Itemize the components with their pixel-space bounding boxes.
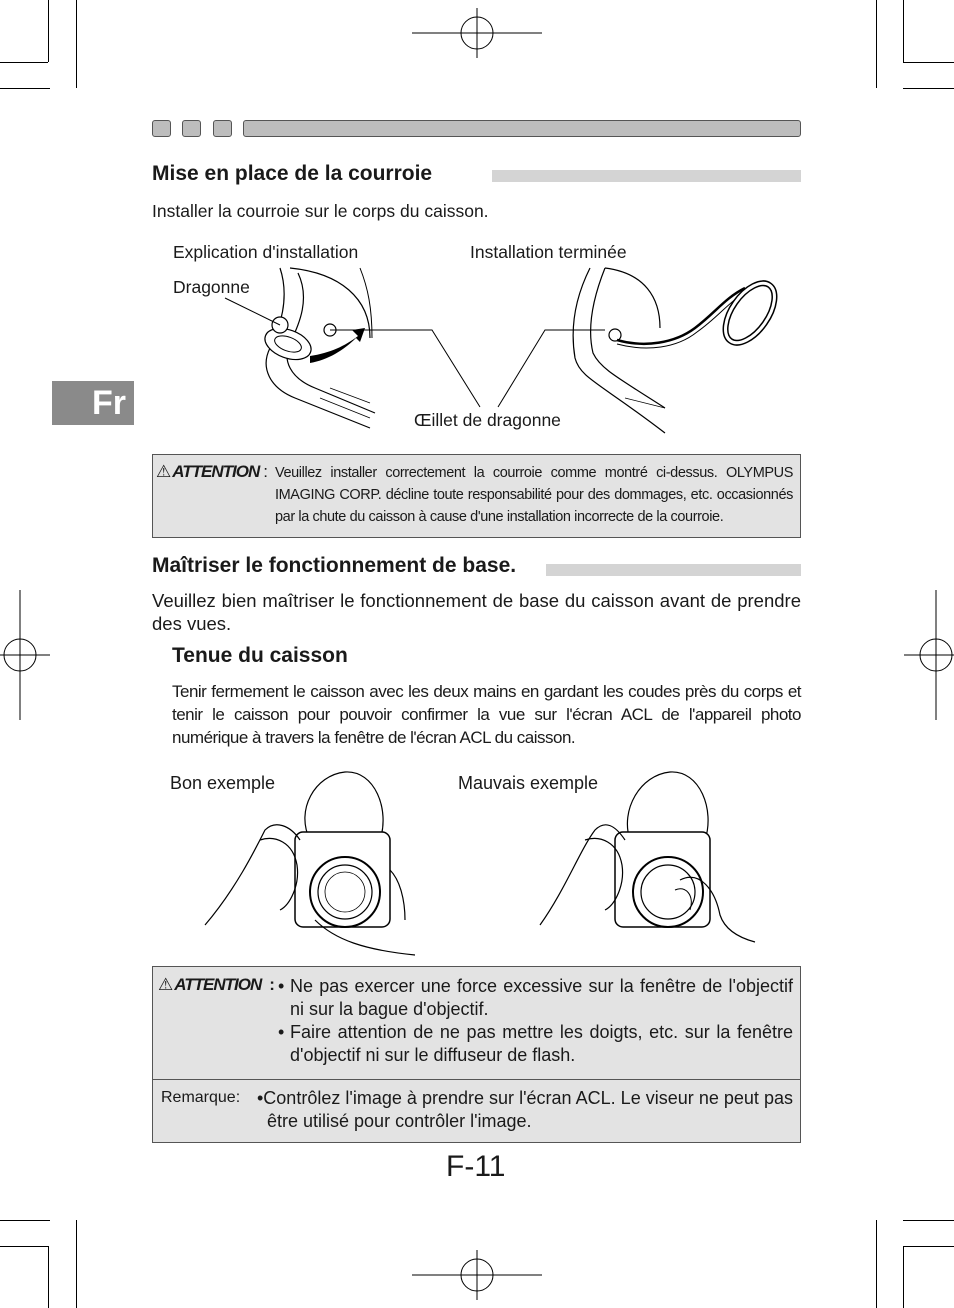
header-block	[152, 120, 171, 137]
remark-label: Remarque:	[161, 1089, 241, 1106]
subsection-text: Tenir fermement le caisson avec les deux mains en gardant les coudes près du corps et tenir le caisson pour pouvoir confirmer la vue sur l'écran ACL de l'appareil photo numérique à travers la fenêtre de l'écran ACL du caisson.	[172, 682, 801, 747]
intro-text: Installer la courroie sur le corps du caisson.	[152, 201, 489, 221]
crop-mark	[903, 1246, 904, 1308]
bullet: •	[278, 976, 285, 996]
remark-text: •Contrôlez l'image à prendre sur l'écran ACL. Le viseur ne peut pas être utilisé pour contrôler l'image.	[257, 1088, 793, 1131]
divider	[152, 1079, 801, 1080]
crop-mark	[48, 0, 49, 62]
good-example-illustration	[205, 770, 425, 960]
subsection-title: Tenue du caisson	[172, 644, 348, 667]
section-title: Maîtriser le fonctionnement de base.	[152, 554, 517, 577]
crop-mark	[876, 1220, 877, 1308]
warning-icon: ⚠	[158, 975, 173, 994]
bad-example-illustration	[540, 770, 760, 945]
warning-icon: ⚠	[156, 462, 171, 481]
registration-mark	[412, 1250, 542, 1300]
crop-mark	[76, 0, 77, 88]
crop-mark	[903, 1220, 954, 1221]
intro-text: Veuillez bien maîtriser le fonctionnement de base du caisson avant de prendre des vues.	[152, 590, 801, 634]
header-bar	[243, 120, 801, 137]
crop-mark	[903, 0, 904, 62]
crop-mark	[76, 1220, 77, 1308]
caption-left: Explication d'installation	[173, 242, 359, 262]
strap-installed-illustration	[555, 268, 785, 438]
header-block	[213, 120, 232, 137]
registration-mark	[904, 590, 954, 720]
crop-mark	[0, 1246, 48, 1247]
crop-mark	[876, 0, 877, 88]
crop-mark	[48, 1246, 49, 1308]
attention-item: • Faire attention de ne pas mettre les doigts, etc. sur la fenêtre d'objectif ni sur le diffuseur de flash.	[278, 1022, 793, 1065]
label-eyelet: Œillet de dragonne	[414, 410, 561, 430]
bullet: •	[278, 1022, 285, 1042]
title-rule	[546, 564, 801, 576]
title-rule	[492, 170, 801, 182]
attention-label: ⚠ ATTENTION :	[158, 975, 274, 994]
attention-label: ⚠ ATTENTION :	[156, 462, 267, 481]
caption-bad: Mauvais exemple	[458, 773, 599, 793]
page-number: F-11	[446, 1150, 506, 1183]
crop-mark	[903, 1246, 954, 1247]
crop-mark	[903, 88, 954, 89]
caption-good: Bon exemple	[170, 773, 276, 793]
attention-text: Veuillez installer correctement la courroie comme montré ci-dessus. OLYMPUS IMAGING CORP. décline toute responsabilité pour des dommages, etc. occasionnés par la chute du caisson à cause d'une installation incorrecte de la courroie.	[275, 465, 793, 525]
caption-right: Installation terminée	[470, 242, 627, 262]
crop-mark	[0, 88, 50, 89]
label-strap: Dragonne	[173, 277, 250, 297]
section-title: Mise en place de la courroie	[152, 162, 433, 185]
crop-mark	[0, 62, 48, 63]
crop-mark	[0, 1220, 50, 1221]
language-tab: Fr	[52, 381, 134, 425]
crop-mark	[903, 62, 954, 63]
attention-item: • Ne pas exercer une force excessive sur la fenêtre de l'objectif ni sur la bague d'objectif.	[278, 976, 793, 1019]
header-block	[182, 120, 201, 137]
registration-mark	[0, 590, 50, 720]
registration-mark	[412, 8, 542, 58]
